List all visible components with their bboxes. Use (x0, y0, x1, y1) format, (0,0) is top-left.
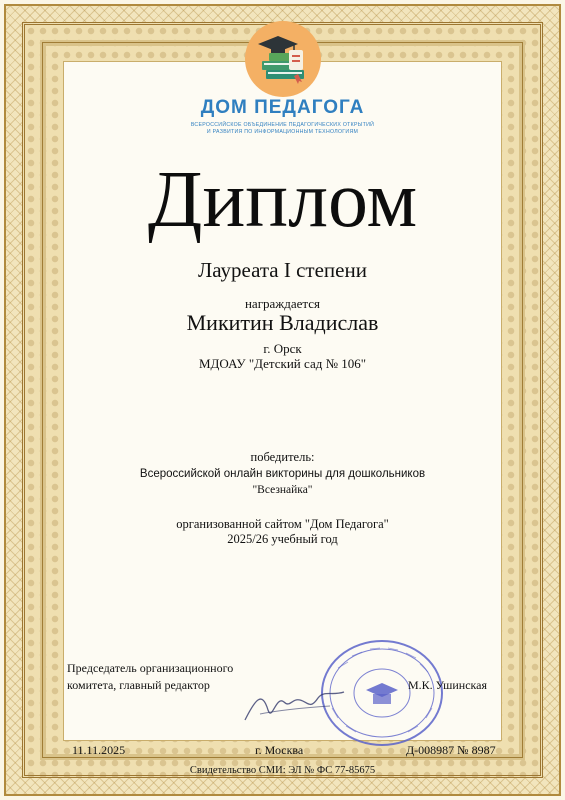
handwritten-signature (240, 680, 350, 730)
chair-title-line2: комитета, главный редактор (67, 678, 210, 692)
recipient-city: г. Орск (263, 341, 302, 356)
issue-date: 11.11.2025 (72, 743, 126, 757)
diploma-number: Д-008987 № 8987 (406, 743, 496, 757)
winner-label: победитель: (250, 450, 315, 464)
degree-text: Лауреата I степени (198, 258, 367, 282)
event-title-line2: "Всезнайка" (252, 484, 313, 496)
signer-name: М.К. Ушинская (408, 678, 488, 692)
diploma-title: Диплом (147, 156, 418, 244)
brand-subtitle-line2: И РАЗВИТИЯ ПО ИНФОРМАЦИОННЫМ ТЕХНОЛОГИЯМ (206, 129, 359, 135)
recipient-organization: МДОАУ "Детский сад № 106" (198, 356, 367, 371)
chair-title-line1: Председатель организационного (67, 661, 234, 675)
graduation-cap-books-icon (244, 20, 322, 98)
brand-subtitle-line1: ВСЕРОССИЙСКОЕ ОБЪЕДИНЕНИЕ ПЕДАГОГИЧЕСКИХ ОТКРЫТИЙ (190, 122, 375, 128)
issue-place: г. Москва (255, 743, 304, 757)
organized-by-text: организованной сайтом "Дом Педагога" (176, 517, 389, 531)
brand-name: ДОМ ПЕДАГОГА (200, 97, 365, 118)
awarded-label: награждается (244, 296, 321, 311)
event-title-line1: Всероссийской онлайн викторины для дошкольников (139, 468, 426, 480)
media-certificate: Свидетельство СМИ: ЭЛ № ФС 77-85675 (189, 765, 376, 776)
school-year-text: 2025/26 учебный год (227, 532, 338, 546)
recipient-name: Микитин Владислав (186, 310, 379, 335)
